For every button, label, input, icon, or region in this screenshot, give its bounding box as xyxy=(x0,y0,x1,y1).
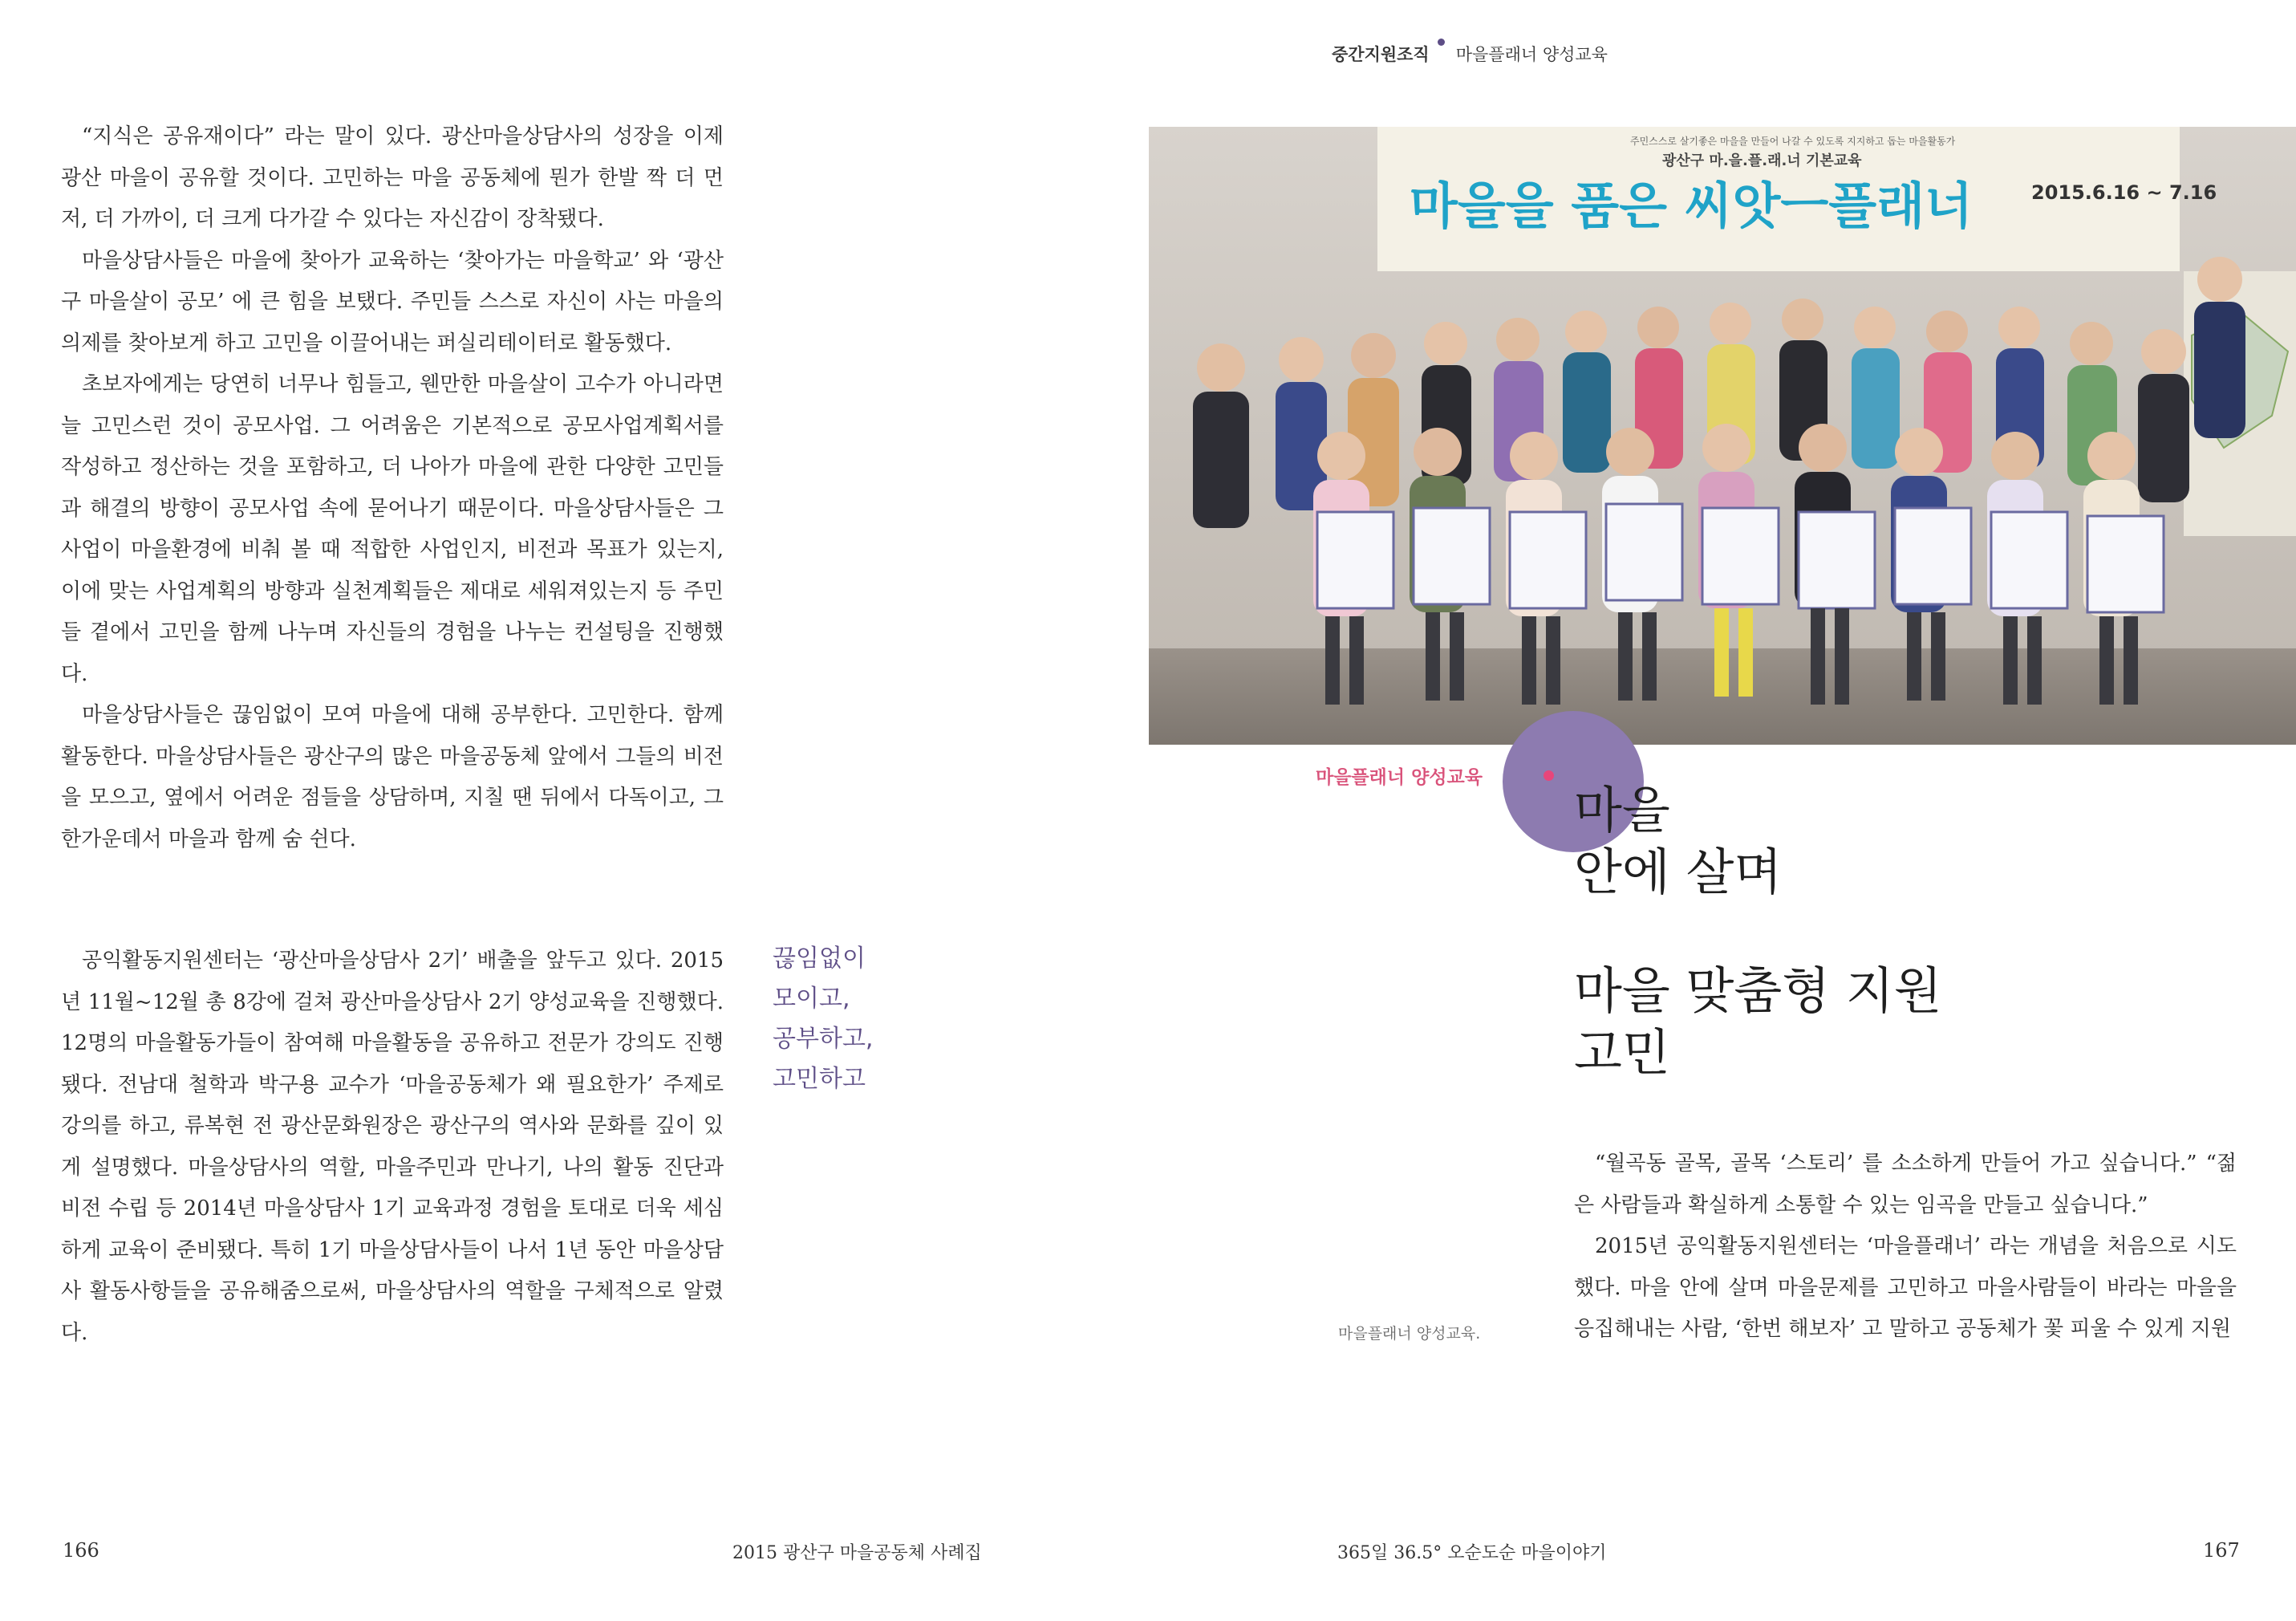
banner-subtitle: 광산구 마.을.플.래.너 기본교육 xyxy=(1662,152,1862,169)
photo-caption: 마을플래너 양성교육. xyxy=(1338,1325,1481,1343)
feature-title-line: 마을 xyxy=(1574,781,1670,839)
footer-title-right: 365일 36.5° 오순도순 마을이야기 xyxy=(1337,1543,1607,1563)
paragraph: 마을상담사들은 끊임없이 모여 마을에 대해 공부한다. 고민한다. 함께 활동한다. 마을상담사들은 광산구의 많은 마을공동체 앞에서 그들의 비전을 모으고, 옆에서 어려운 점들을 상담하며, 지칠 땐 뒤에서 다독이고, 그 한가운데서 마을과 함께 숨 쉰다. xyxy=(61,703,724,851)
title-dot-decoration xyxy=(1544,770,1554,781)
paragraph: 마을상담사들은 마을에 찾아가 교육하는 ‘찾아가는 마을학교’ 와 ‘광산구 마을살이 공모’ 에 큰 힘을 보탰다. 주민들 스스로 자신이 사는 마을의 의제를 찾아보게 하고 고민을 이끌어내는 퍼실리테이터로 활동했다. xyxy=(61,248,724,355)
section-label: 중간지원조직 xyxy=(1332,45,1430,64)
left-column-top xyxy=(61,116,724,860)
group-photo-illustration xyxy=(1149,127,2296,745)
feature-title-line: 마을 맞춤형 지원 xyxy=(1574,961,1942,1020)
banner-main-title: 마을을 품은 씨앗ㅡ플래너 xyxy=(1410,177,1973,235)
subsection-label: 마을플래너 양성교육 xyxy=(1455,45,1608,64)
page-number-right: 167 xyxy=(2203,1539,2240,1562)
certificates xyxy=(1317,504,2164,612)
feature-title-line: 고민 xyxy=(1574,1023,1670,1082)
feature-kicker: 마을플래너 양성교육 xyxy=(1316,767,1483,788)
page-number-left: 166 xyxy=(63,1539,99,1562)
banner-dates: 2015.6.16 ~ 7.16 xyxy=(2031,181,2217,204)
paragraph: 공익활동지원센터는 ‘광산마을상담사 2기’ 배출을 앞두고 있다. 2015년 11월~12월 총 8강에 걸쳐 광산마을상담사 2기 양성교육을 진행했다. 12명의 마을활동가들이 참여해 마을활동을 공유하고 전문가 강의도 진행됐다. 전남대 철학과 박구용 교수가 ‘마을공동체가 왜 필요한가’ 주제로 강의를 하고, 류복현 전 광산문화원장은 광산구의 역사와 문화를 깊이 있게 설명했다. 마을상담사의 역할, 마을주민과 만나기, 나의 활동 진단과 비전 수립 등 2014년 마을상담사 1기 교육과정 경험을 토대로 더욱 세심하게 교육이 준비됐다. 특히 1기 마을상담사들이 나서 1년 동안 마을상담사 활동사항들을 공유해줌으로써, 마을상담사의 역할을 구체적으로 알렸다. xyxy=(61,949,724,1345)
right-column xyxy=(1574,1144,2237,1351)
left-column-bottom xyxy=(61,941,724,1354)
banner-small-text: 주민스스로 살기좋은 마을을 만들어 나갈 수 있도록 지지하고 돕는 마을활동가 xyxy=(1630,136,1956,147)
paragraph: 2015년 공익활동지원센터는 ‘마을플래너’ 라는 개념을 처음으로 시도했다. 마을 안에 살며 마을문제를 고민하고 마을사람들이 바라는 마을을 응집해내는 사람, ‘한번 해보자’ 고 말하고 공동체가 꽃 피울 수 있게 지원 xyxy=(1574,1234,2237,1341)
running-header xyxy=(1332,42,1608,66)
paragraph: “지식은 공유재이다” 라는 말이 있다. 광산마을상담사의 성장을 이제 광산 마을이 공유할 것이다. 고민하는 마을 공동체에 뭔가 한발 짝 더 먼저, 더 가까이, 더 크게 다가갈 수 있다는 자신감이 장착됐다. xyxy=(61,124,724,231)
group-photo xyxy=(1149,127,2296,745)
feature-title-line: 안에 살며 xyxy=(1574,843,1783,901)
paragraph: “월곡동 골목, 골목 ‘스토리’ 를 소소하게 만들어 가고 싶습니다.” “젊은 사람들과 확실하게 소통할 수 있는 임곡을 만들고 싶습니다.” xyxy=(1574,1152,2237,1217)
pull-quote: 끊임없이 모이고, 공부하고, 고민하고 xyxy=(773,945,874,1093)
header-dot xyxy=(1438,39,1445,46)
footer-title-left: 2015 광산구 마을공동체 사례집 xyxy=(732,1543,982,1563)
paragraph: 초보자에게는 당연히 너무나 힘들고, 웬만한 마을살이 고수가 아니라면 늘 고민스런 것이 공모사업. 그 어려움은 기본적으로 공모사업계획서를 작성하고 정산하는 것을 포함하고, 더 나아가 마을에 관한 다양한 고민들과 해결의 방향이 공모사업 속에 묻어나기 때문이다. 마을상담사들은 그 사업이 마을환경에 비춰 볼 때 적합한 사업인지, 비전과 목표가 있는지, 이에 맞는 사업계획의 방향과 실천계획들은 제대로 세워져있는지 등 주민들 곁에서 고민을 함께 나누며 자신들의 경험을 나누는 컨설팅을 진행했다. xyxy=(61,372,724,686)
